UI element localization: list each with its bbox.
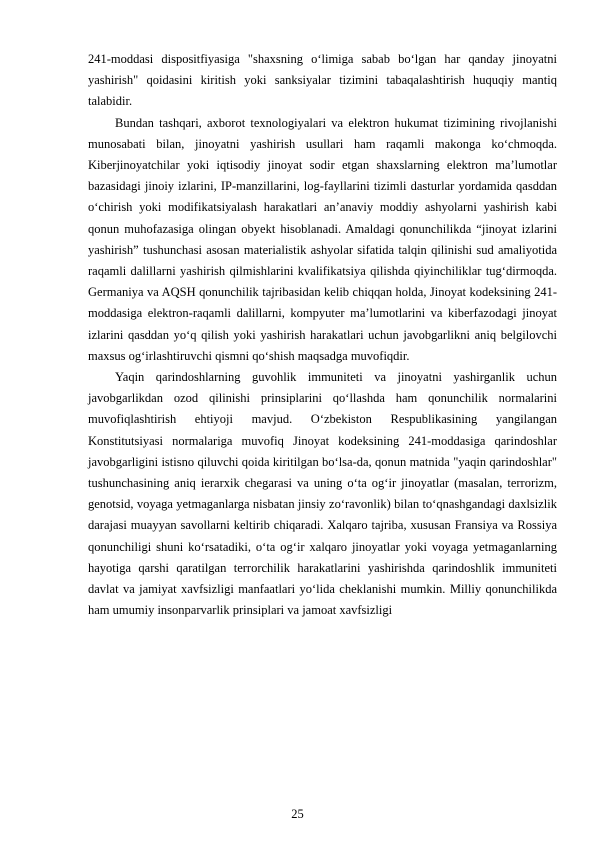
paragraph-relatives-immunity: Yaqin qarindoshlarning guvohlik immuniteti va jinoyatni yashirganlik uchun javobgarlikdan ozod qilinishi prinsiplarini qo‘llashda ham qonunchilik normalarini muvofiqlashtirish ehtiyoji mavjud. O‘zbekiston Respublikasining yangilangan Konstitutsiyasi normalariga muvofiq Jinoyat kodeksining 241-moddasiga qarindoshlar javobgarligini istisno qiluvchi qoida kiritilgan bo‘lsa-da, qonun matnida "yaqin qarindoshlar" tushunchasining aniq ierarxik chegarasi va uning o‘ta og‘ir jinoyatlar (masalan, terrorizm, genotsid, voyaga yetmaganlarga nisbatan jinsiy zo‘ravonlik) bilan to‘qnashgandagi daxlsizlik darajasi muayyan savollarni keltirib chiqaradi. Xalqaro tajriba, xususan Fransiya va Rossiya qonunchiligi shuni ko‘rsatadiki, o‘ta og‘ir xalqaro jinoyatlar yoki voyaga yetmaganlarning hayotiga qarshi qaratilgan terrorchilik harakatlarini yashirishda qarindoshlik immuniteti davlat va jamiyat xavfsizligi manfaatlari yo‘lida cheklanishi mumkin. Milliy qonunchilikda ham umumiy insonparvarlik prinsiplari va jamoat xavfsizligi <box>88 370 557 618</box>
paragraph-digital-evidence: Bundan tashqari, axborot texnologiyalari va elektron hukumat tizimining rivojlanishi munosabati bilan, jinoyatni yashirish usullari ham raqamli makonga ko‘chmoqda. Kiberjinoyatchilar yoki iqtisodiy jinoyat sodir etgan shaxslarning elektron ma’lumotlar bazasidagi jinoiy izlarini, IP-manzillarini, log-fayllarini tizimli dasturlar yordamida qasddan o‘chirish yoki modifikatsiyalash harakatlari an’anaviy moddiy ashyolarni yashirish kabi qonun muhofazasiga olingan obyekt hisoblanadi. Amaldagi qonunchilikda “jinoyat izlarini yashirish” tushunchasi asosan materialistik ashyolar sifatida talqin qilinishi sud amaliyotida raqamli dalillarni yashirish qilmishlarini kvalifikatsiya qilishda qiyinchiliklar tug‘dirmoqda. Germaniya va AQSH qonunchilik tajribasidan kelib chiqqan holda, Jinoyat kodeksining 241-moddasiga elektron-raqamli dalillarni, kompyuter ma’lumotlarini va kiberfazodagi jinoyat izlarini qasddan yo‘q qilish yoki yashirish harakatlari uchun javobgarlikni aniq belgilovchi maxsus og‘irlashtiruvchi qismni qo‘shish maqsadga muvofiqdir. <box>88 115 557 363</box>
body-text <box>88 49 557 621</box>
page-number: 25 <box>291 807 304 821</box>
paragraph-continuation: 241-moddasi dispositfiyasiga "shaxsning o‘limiga sabab bo‘lgan har qanday jinoyatni yashirish" qoidasini kiritish yoki sanksiyalar tizimini tabaqalashtirish huquqiy mantiq talabidir. <box>88 52 557 109</box>
